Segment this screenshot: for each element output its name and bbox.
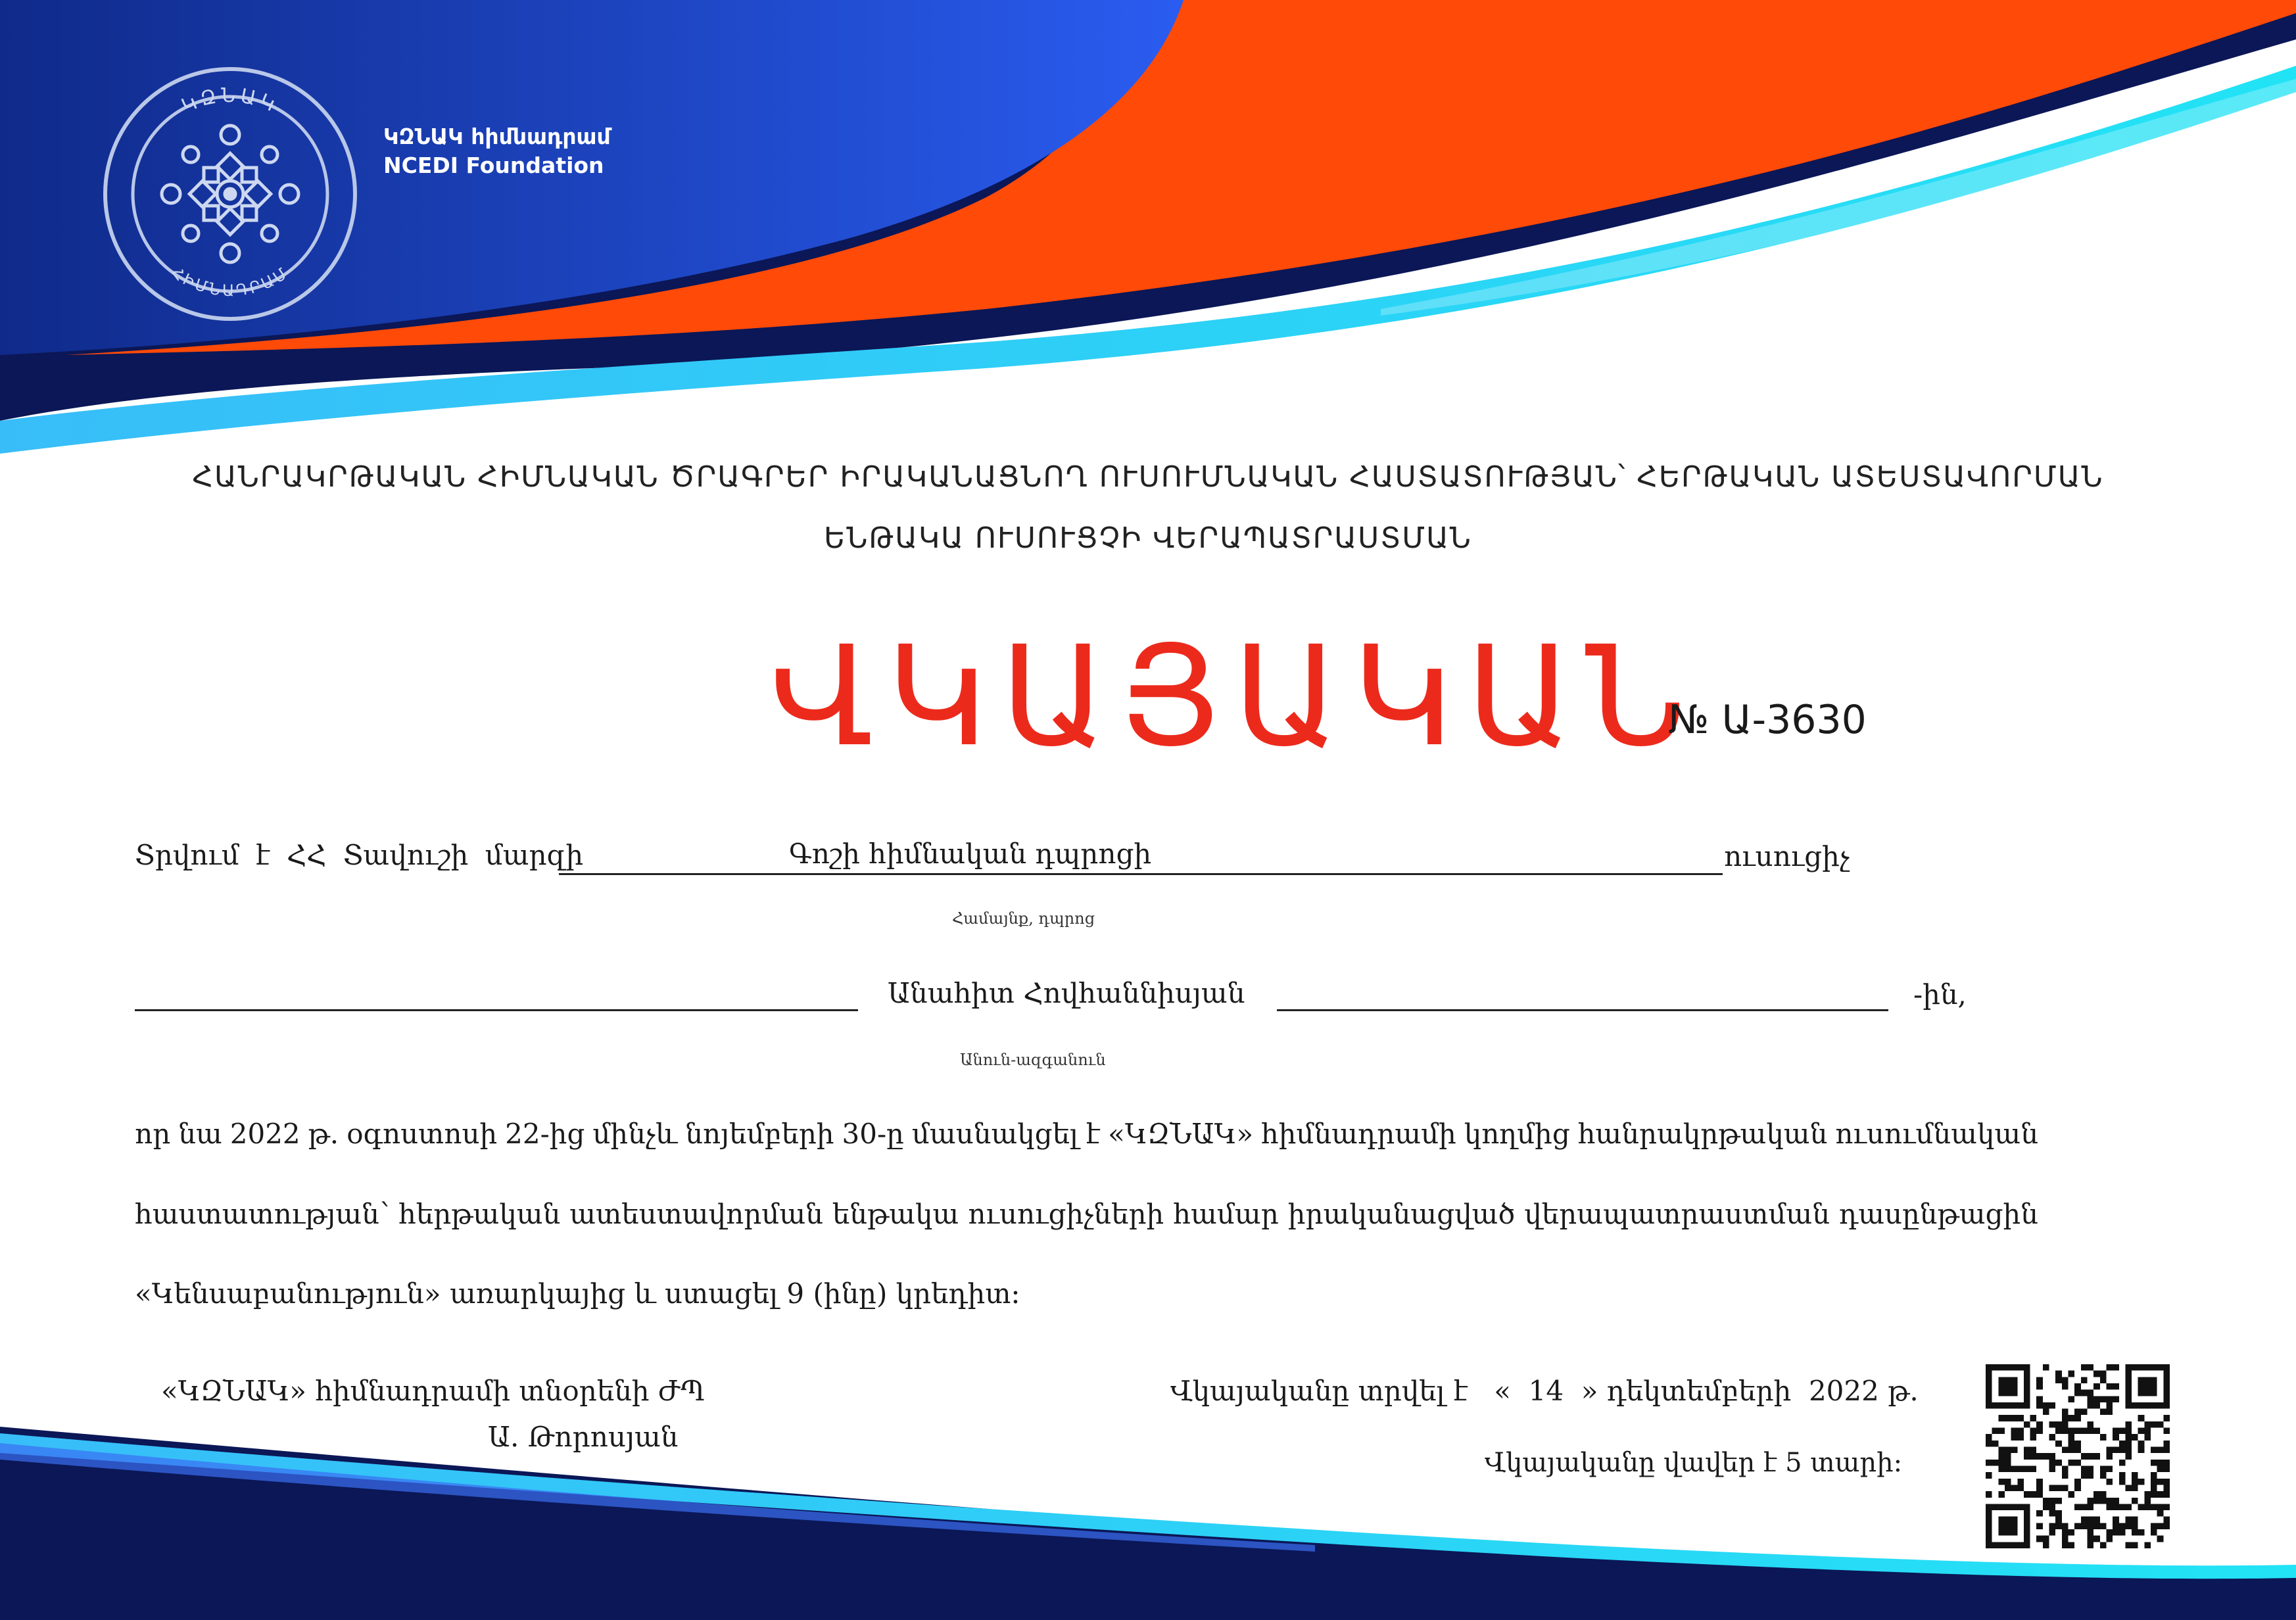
body-line1: [135, 1118, 2038, 1150]
issued-prefix: Տրվում է ՀՀ Տավուշի մարզի: [135, 839, 584, 871]
logo-name-en: NCEDI Foundation: [383, 153, 604, 178]
document-heading-line1: ՀԱՆՐԱԿՐԹԱԿԱՆ ՀԻՄՆԱԿԱՆ ԾՐԱԳՐԵՐ ԻՐԱԿԱՆԱՑՆՈՂ ՈՒՍՈՒՄՆԱԿԱՆ ՀԱՍՏԱՏՈՒԹՅԱՆ՝ ՀԵՐԹԱԿԱՆ ԱՏԵՍՏԱՎՈՐՄԱՆ: [192, 460, 2104, 494]
body-word: համար: [1173, 1198, 1279, 1230]
body-word: հանրակրթական: [1577, 1118, 1828, 1150]
body-word: ուսուցիչների: [968, 1198, 1164, 1230]
body-word: հաստատության՝: [135, 1198, 390, 1230]
logo-emblem-icon: [99, 62, 362, 325]
certificate-number: № Ա-3630: [1668, 697, 1867, 743]
name-underline-right: [1277, 1009, 1888, 1011]
body-word: ատեստավորման: [569, 1198, 823, 1230]
validity: Վկայականը վավեր է 5 տարի։: [1485, 1448, 1903, 1478]
body-word: օգոստոսի: [347, 1118, 498, 1150]
body-word: ենթակա: [832, 1198, 959, 1230]
body-word: մինչև: [592, 1118, 678, 1150]
certificate-title: ՎԿԱՅԱԿԱՆ: [769, 616, 1700, 777]
issued-suffix: ուսուցիչ: [1724, 840, 1850, 872]
body-word: որ: [135, 1118, 171, 1150]
svg-text:ԿԶՆԱԿ: [178, 84, 282, 118]
person-name: Անահիտ Հովհաննիսյան: [888, 977, 1245, 1009]
issue-date: Վկայականը տրվել է « 14 » դեկտեմբերի 2022 թ.: [1170, 1375, 1919, 1407]
body-word: 2022: [229, 1118, 300, 1150]
body-line3: «Կենսաբանություն» առարկայից և ստացել 9 (ինը) կրեդիտ։: [135, 1277, 1020, 1310]
qr-code-icon: [1986, 1364, 2170, 1548]
body-word: հիմնադրամի: [1261, 1118, 1456, 1150]
body-word: 22-ից: [505, 1118, 585, 1150]
signature-role: «ԿԶՆԱԿ» հիմնադրամի տնօրենի ԺՊ: [161, 1375, 705, 1407]
body-word: իրականացված: [1287, 1198, 1516, 1230]
body-word: ուսումնական: [1835, 1118, 2038, 1150]
body-word: է: [1086, 1118, 1101, 1150]
document-heading-line2: ԵՆԹԱԿԱ ՈՒՍՈՒՑՉԻ ՎԵՐԱՊԱՏՐԱՍՏՄԱՆ: [824, 521, 1472, 555]
logo-name-am: ԿԶՆԱԿ հիմնադրամ: [383, 124, 611, 149]
body-word: «ԿԶՆԱԿ»: [1108, 1118, 1254, 1150]
body-word: 30-ը: [842, 1118, 904, 1150]
body-word: նոյեմբերի: [685, 1118, 834, 1150]
name-caption: Անուն-ազգանուն: [960, 1051, 1106, 1069]
person-suffix: -ին,: [1913, 978, 1967, 1011]
school-underline: [559, 873, 1723, 875]
school-name: Գոշի հիմնական դպրոցի: [789, 838, 1152, 870]
name-underline-left: [135, 1009, 858, 1011]
body-word: վերապատրաստման: [1524, 1198, 1830, 1230]
body-word: թ.: [308, 1118, 339, 1150]
logo-ring-top: ԿԶՆԱԿ: [178, 83, 282, 118]
body-word: հերթական: [398, 1198, 561, 1230]
body-line2: [135, 1198, 2038, 1230]
logo: [99, 62, 362, 325]
logo-ring-bottom: ՀԻՄՆԱԴՐԱՄ: [168, 263, 293, 300]
body-word: մասնակցել: [911, 1118, 1078, 1150]
body-word: դասընթացին: [1838, 1198, 2038, 1230]
body-word: նա: [178, 1118, 222, 1150]
signature-name: Ա. Թորոսյան: [488, 1421, 679, 1453]
svg-text:ՀԻՄՆԱԴՐԱՄ: [168, 263, 292, 300]
school-caption: Համայնք, դպրոց: [952, 909, 1095, 928]
body-word: կողմից: [1464, 1118, 1570, 1150]
